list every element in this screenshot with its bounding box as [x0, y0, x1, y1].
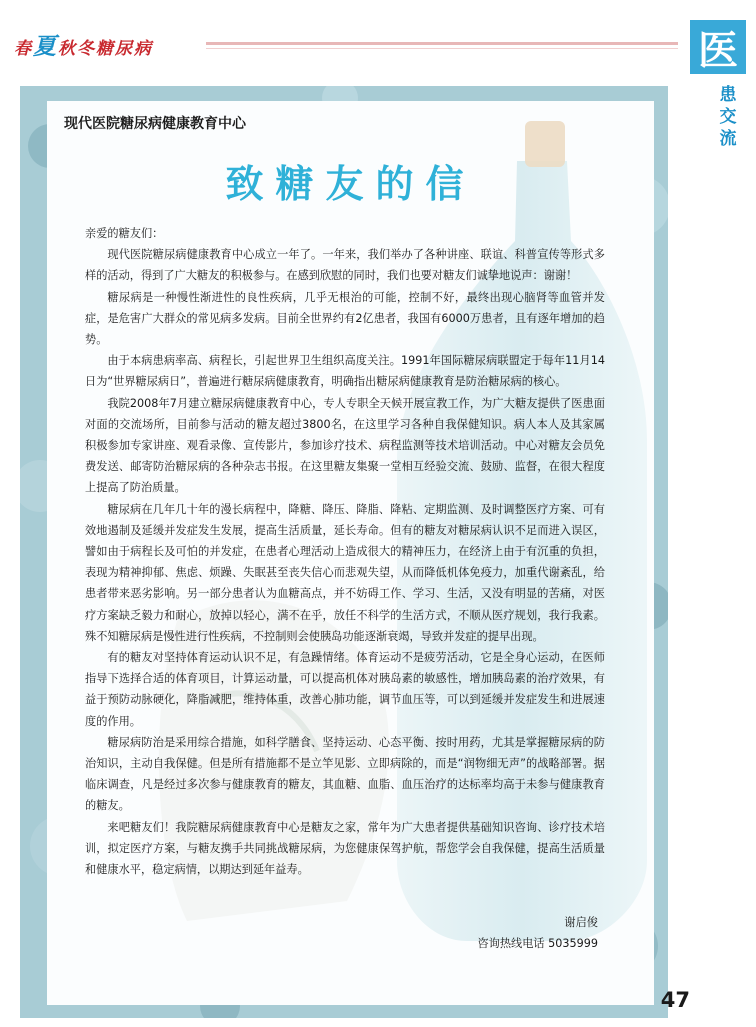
running-head-part2: 夏 — [33, 33, 58, 60]
paragraph: 现代医院糖尿病健康教育中心成立一年了。一年来，我们举办了各种讲座、联谊、科普宣传等形式多样的活动，得到了广大糖友的积极参与。在感到欣慰的同时，我们也要对糖友们诚挚地说声：谢谢！ — [85, 248, 605, 283]
section-label: 患交流 — [719, 85, 737, 149]
running-head-part3: 秋冬糖尿病 — [58, 39, 153, 59]
paragraph: 来吧糖友们！我院糖尿病健康教育中心是糖友之家，常年为广大患者提供基础知识咨询、诊疗技术培训，拟定医疗方案，与糖友携手共同挑战糖尿病，为您健康保驾护航，帮您学会自我保健，提高生活质量和健康水平，稳定病情，以期达到延年益寿。 — [85, 820, 605, 877]
paragraph: 糖尿病是一种慢性渐进性的良性疾病，几乎无根治的可能，控制不好，最终出现心脑肾等血管并发症，是危害广大群众的常见病多发病。目前全世界约有2亿患者，我国有6000万患者，且有逐年增加的趋势。 — [85, 290, 605, 347]
header-rule — [206, 42, 678, 45]
running-head-part1: 春 — [14, 39, 33, 59]
letter-body — [85, 223, 605, 880]
header-rule-thin — [206, 48, 678, 49]
paragraph: 有的糖友对坚持体育运动认识不足，有急躁情绪。体育运动不是疲劳活动，它是全身心运动，在医师指导下选择合适的体育项目，计算运动量，可以提高机体对胰岛素的敏感性，增加胰岛素的治疗效果，有益于预防动脉硬化，降脂减肥，维持体重，改善心肺功能，调节血压等，可以到延缓并发症发生和进展速度的作用。 — [85, 651, 605, 728]
section-badge: 医 — [690, 20, 746, 74]
hotline: 咨询热线电话 5035999 — [477, 937, 598, 950]
letter-panel — [47, 101, 654, 1005]
organization-name: 现代医院糖尿病健康教育中心 — [64, 116, 246, 132]
paragraph: 由于本病患病率高、病程长，引起世界卫生组织高度关注。1991年国际糖尿病联盟定于每年11月14日为“世界糖尿病日”，普遍进行糖尿病健康教育，明确指出糖尿病健康教育是防治糖尿病的核心。 — [85, 354, 605, 389]
paragraph: 糖尿病防治是采用综合措施，如科学膳食、坚持运动、心态平衡、按时用药，尤其是掌握糖尿病的防治知识，主动自我保健。但是所有措施都不是立竿见影、立即病除的，而是“润物细无声”的战略部署。据临床调查，凡是经过多次参与健康教育的糖友，其血糖、血脂、血压治疗的达标率均高于未参与健康教育的糖友。 — [85, 735, 605, 813]
paragraph: 糖尿病在几年几十年的漫长病程中，降糖、降压、降脂、降粘、定期监测、及时调整医疗方案、可有效地遏制及延缓并发症发生发展，提高生活质量，延长寿命。但有的糖友对糖尿病认识不足而进入误区，譬如由于病程长及可怕的并发症，在患者心理活动上造成很大的精神压力，在经济上由于有沉重的负担，表现为精神抑郁、焦虑、烦躁、失眠甚至丧失信心而悲观失望，从而降低机体免疫力，加重代谢紊乱，给患者带来恶劣影响。另一部分患者认为血糖高点，并不妨碍工作、学习、生活，又没有明显的苦痛，对医疗方案缺乏毅力和耐心，放掉以轻心，满不在乎，放任不科学的生活方式，不顺从医疗规划，我行我素。殊不知糖尿病是慢性进行性疾病，不控制则会使胰岛功能逐渐衰竭，导致并发症的提早出现。 — [85, 502, 605, 643]
page-number: 47 — [660, 988, 690, 1012]
signature: 谢启俊 — [564, 916, 598, 929]
running-head — [14, 28, 153, 61]
paragraph: 我院2008年7月建立糖尿病健康教育中心，专人专职全天候开展宣教工作，为广大糖友提供了医患面对面的交流场所，目前参与活动的糖友超过3800名，在这里学习各种自我保健知识。病人本人及其家属积极参加专家讲座、观看录像、宣传影片，参加诊疗技术、病程监测等技术培训活动。中心对糖友会员免费发送、邮寄防治糖尿病的各种杂志书报。在这里糖友集聚一堂相互经验交流、鼓励、监督，在很大程度上提高了防治质量。 — [85, 396, 605, 495]
greeting: 亲爱的糖友们： — [85, 227, 164, 240]
letter-title: 致糖友的信 — [225, 161, 476, 206]
